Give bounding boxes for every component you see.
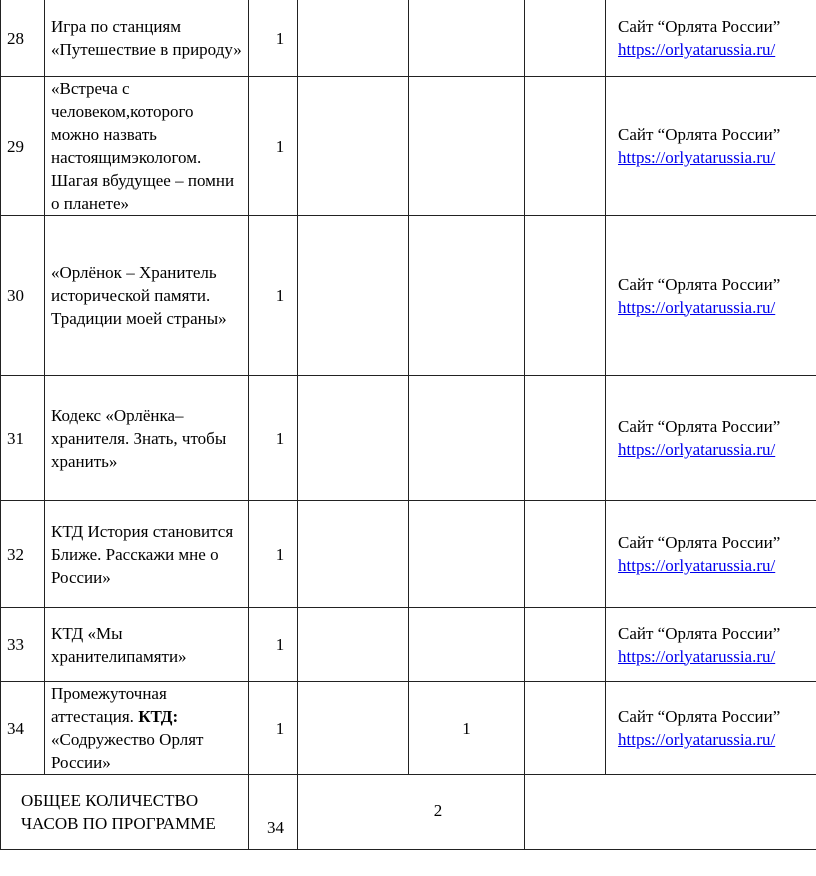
topic-cell bbox=[45, 216, 249, 376]
hours-cell: 1 bbox=[249, 501, 298, 608]
practice-cell bbox=[409, 0, 525, 77]
resource-site: Сайт “Орлята России” bbox=[618, 125, 781, 144]
extra-cell bbox=[525, 77, 606, 216]
resource-site: Сайт “Орлята России” bbox=[618, 707, 781, 726]
topic-text: Промежуточная аттестация. bbox=[51, 684, 167, 726]
table-row bbox=[1, 376, 816, 501]
practice-cell bbox=[409, 77, 525, 216]
table-row bbox=[1, 77, 816, 216]
resource-cell bbox=[606, 682, 816, 775]
practice-cell bbox=[409, 501, 525, 608]
total-hours: 34 bbox=[249, 775, 298, 850]
resource-link[interactable]: https://orlyatarussia.ru/ bbox=[618, 297, 776, 317]
row-number: 34 bbox=[1, 682, 45, 775]
resource-site: Сайт “Орлята России” bbox=[618, 533, 781, 552]
practice-cell bbox=[409, 376, 525, 501]
resource-cell bbox=[606, 376, 816, 501]
row-number: 28 bbox=[1, 0, 45, 77]
hours-cell: 1 bbox=[249, 608, 298, 682]
practice-cell bbox=[409, 608, 525, 682]
extra-cell bbox=[525, 216, 606, 376]
resource-cell bbox=[606, 77, 816, 216]
resource-link[interactable]: https://orlyatarussia.ru/ bbox=[618, 40, 776, 59]
topic-text: «Встреча с человеком,которого можно назвать настоящимэкологом. Шагая вбудущее – помни о планете» bbox=[51, 79, 235, 213]
total-empty bbox=[525, 775, 816, 850]
resource-cell bbox=[606, 0, 816, 77]
topic-text: Игра по станциям «Путешествие в природу» bbox=[51, 17, 242, 59]
resource-link[interactable]: https://orlyatarussia.ru/ bbox=[618, 440, 776, 459]
topic-text: «Орлёнок – Хранитель исторической памяти. Традиции моей страны» bbox=[51, 263, 227, 328]
hours-cell: 1 bbox=[249, 376, 298, 501]
hours-cell: 1 bbox=[249, 77, 298, 216]
resource-site: Сайт “Орлята России” bbox=[618, 17, 781, 36]
resource-link[interactable]: https://orlyatarussia.ru/ bbox=[618, 646, 776, 666]
topic-text: КТД «Мы хранителипамяти» bbox=[51, 623, 187, 666]
table-row bbox=[1, 0, 816, 77]
row-number: 29 bbox=[1, 77, 45, 216]
resource-site: Сайт “Орлята России” bbox=[618, 274, 781, 294]
theory-cell bbox=[298, 77, 409, 216]
resource-link[interactable]: https://orlyatarussia.ru/ bbox=[618, 148, 776, 167]
extra-cell bbox=[525, 376, 606, 501]
row-number: 30 bbox=[1, 216, 45, 376]
extra-cell bbox=[525, 608, 606, 682]
resource-site: Сайт “Орлята России” bbox=[618, 417, 781, 436]
theory-cell bbox=[298, 216, 409, 376]
resource-cell bbox=[606, 501, 816, 608]
theory-cell bbox=[298, 0, 409, 77]
topic-rest: «Содружество Орлят России» bbox=[51, 730, 204, 772]
table-row bbox=[1, 682, 816, 775]
resource-cell bbox=[606, 216, 816, 376]
row-number: 32 bbox=[1, 501, 45, 608]
hours-cell: 1 bbox=[249, 682, 298, 775]
topic-cell bbox=[45, 501, 249, 608]
practice-cell bbox=[409, 216, 525, 376]
row-number: 33 bbox=[1, 608, 45, 682]
practice-cell: 1 bbox=[409, 682, 525, 775]
topic-text: КТД История становится Ближе. Расскажи мне о России» bbox=[51, 521, 234, 587]
topic-cell bbox=[45, 77, 249, 216]
row-number: 31 bbox=[1, 376, 45, 501]
theory-cell bbox=[298, 608, 409, 682]
total-row bbox=[1, 775, 816, 850]
extra-cell bbox=[525, 501, 606, 608]
topic-text: Кодекс «Орлёнка– хранителя. Знать, чтобы хранить» bbox=[51, 405, 227, 471]
hours-cell: 1 bbox=[249, 0, 298, 77]
resource-link[interactable]: https://orlyatarussia.ru/ bbox=[618, 730, 776, 749]
table-row bbox=[1, 216, 816, 376]
topic-cell bbox=[45, 0, 249, 77]
extra-cell bbox=[525, 682, 606, 775]
hours-cell: 1 bbox=[249, 216, 298, 376]
theory-cell bbox=[298, 501, 409, 608]
table-row bbox=[1, 608, 816, 682]
topic-cell bbox=[45, 376, 249, 501]
total-label: ОБЩЕЕ КОЛИЧЕСТВО ЧАСОВ ПО ПРОГРАММЕ bbox=[1, 775, 249, 850]
topic-cell bbox=[45, 682, 249, 775]
extra-cell bbox=[525, 0, 606, 77]
table-row bbox=[1, 501, 816, 608]
total-practice: 2 bbox=[298, 775, 525, 850]
theory-cell bbox=[298, 682, 409, 775]
topic-cell bbox=[45, 608, 249, 682]
resource-link[interactable]: https://orlyatarussia.ru/ bbox=[618, 556, 776, 575]
resource-cell bbox=[606, 608, 816, 682]
resource-site: Сайт “Орлята России” bbox=[618, 623, 781, 643]
theory-cell bbox=[298, 376, 409, 501]
topic-bold: КТД: bbox=[138, 707, 179, 726]
